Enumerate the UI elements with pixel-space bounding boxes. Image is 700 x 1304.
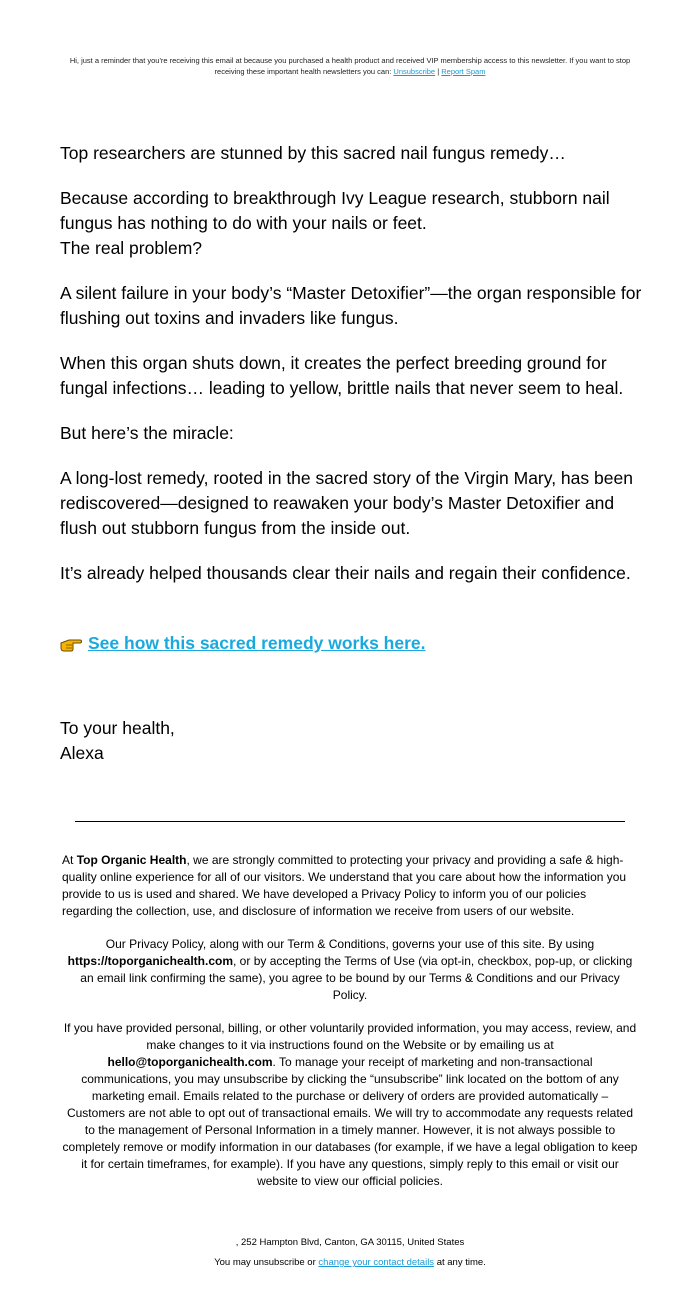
body-paragraph-6: A long-lost remedy, rooted in the sacred story of the Virgin Mary, has been rediscovered—designed to reawaken your body’s Master Detoxifier and flush out stubborn fungus from the inside out. — [60, 468, 633, 538]
body-paragraph-4: When this organ shuts down, it creates the perfect breeding ground for fungal infections… leading to yellow, brittle nails that never seem to heal. — [60, 353, 624, 398]
body-paragraph-5: But here’s the miracle: — [60, 423, 234, 443]
site-url: https://toporganichealth.com — [67, 954, 234, 968]
preheader — [60, 55, 640, 77]
body-paragraph-2-line-2: The real problem? — [60, 238, 203, 258]
unsubscribe-prefix: You may unsubscribe or — [214, 1257, 316, 1268]
signature: Alexa — [60, 743, 104, 763]
footer-divider — [75, 821, 625, 822]
body-paragraph-2-line-1: Because according to breakthrough Ivy League research, stubborn nail fungus has nothing to do with your nails or feet. — [60, 188, 610, 233]
preheader-text: Hi, just a reminder that you're receiving this email at because you purchased a health product and received VIP membership access to this newsletter. If you want to stop receiving these important health newsletters you can: — [69, 56, 631, 76]
footer-p1-rest: , we are strongly committed to protecting your privacy and providing a safe & high-quality online experience for all of our visitors. We understand that you care about how the information you provide to us is used and shared. We have developed a Privacy Policy to inform you of our policies regarding the collection, use, and disclosure of information we receive from users of our website. — [62, 853, 627, 918]
footer-privacy-paragraph-2 — [62, 936, 638, 1004]
change-contact-details-link[interactable]: change your contact details — [318, 1257, 435, 1268]
body-paragraph-7: It’s already helped thousands clear their nails and regain their confidence. — [60, 563, 631, 583]
footer-p3-prefix: If you have provided personal, billing, or other voluntarily provided information, you may access, review, and make changes to it via instructions found on the Website or by emailing us at — [63, 1021, 637, 1052]
body-paragraph-1: Top researchers are stunned by this sacred nail fungus remedy… — [60, 143, 566, 163]
footer-p2-prefix: Our Privacy Policy, along with our Term & Conditions, governs your use of this site. By using — [105, 937, 595, 951]
signoff-block — [60, 716, 175, 766]
preheader-report-spam-link[interactable]: Report Spam — [441, 67, 486, 76]
company-name: Top Organic Health — [76, 853, 187, 867]
postal-address: , 252 Hampton Blvd, Canton, GA 30115, United States — [235, 1237, 465, 1248]
unsubscribe-line — [0, 1257, 700, 1268]
body-paragraph-2 — [60, 186, 650, 261]
preheader-unsubscribe-link[interactable]: Unsubscribe — [393, 67, 436, 76]
footer-p2-rest: , or by accepting the Terms of Use (via opt-in, checkbox, pop-up, or clicking an email link confirming the same), you agree to be bound by our Terms & Conditions and our Privacy Policy. — [80, 954, 633, 1002]
cta-row — [60, 631, 426, 656]
footer-privacy-paragraph-3 — [62, 1020, 638, 1190]
contact-email: hello@toporganichealth.com — [107, 1055, 273, 1069]
footer-p1-prefix: At — [62, 853, 74, 867]
pointing-hand-icon — [60, 634, 82, 650]
cta-link[interactable]: See how this sacred remedy works here. — [88, 633, 426, 653]
body-paragraph-3: A silent failure in your body’s “Master Detoxifier”—the organ responsible for flushing out toxins and invaders like fungus. — [60, 283, 642, 328]
footer-privacy-paragraph-1 — [62, 852, 638, 920]
footer-p3-rest: . To manage your receipt of marketing and non-transactional communications, you may unsubscribe by clicking the “unsubscribe” link located on the bottom of any marketing email. Emails related to the purchase or delivery of orders are provided automatically – Customers are not able to opt out of transactional emails. We will try to accommodate any requests related to the management of Personal Information in a timely manner. However, it is not always possible to completely remove or modify information in our databases (for example, if we have a legal obligation to keep it for certain timeframes, for example). If you have any questions, simply reply to this email or visit our website to view our official policies. — [62, 1055, 638, 1188]
signoff: To your health, — [60, 718, 175, 738]
preheader-separator: | — [437, 67, 440, 76]
unsubscribe-suffix: at any time. — [436, 1257, 486, 1268]
